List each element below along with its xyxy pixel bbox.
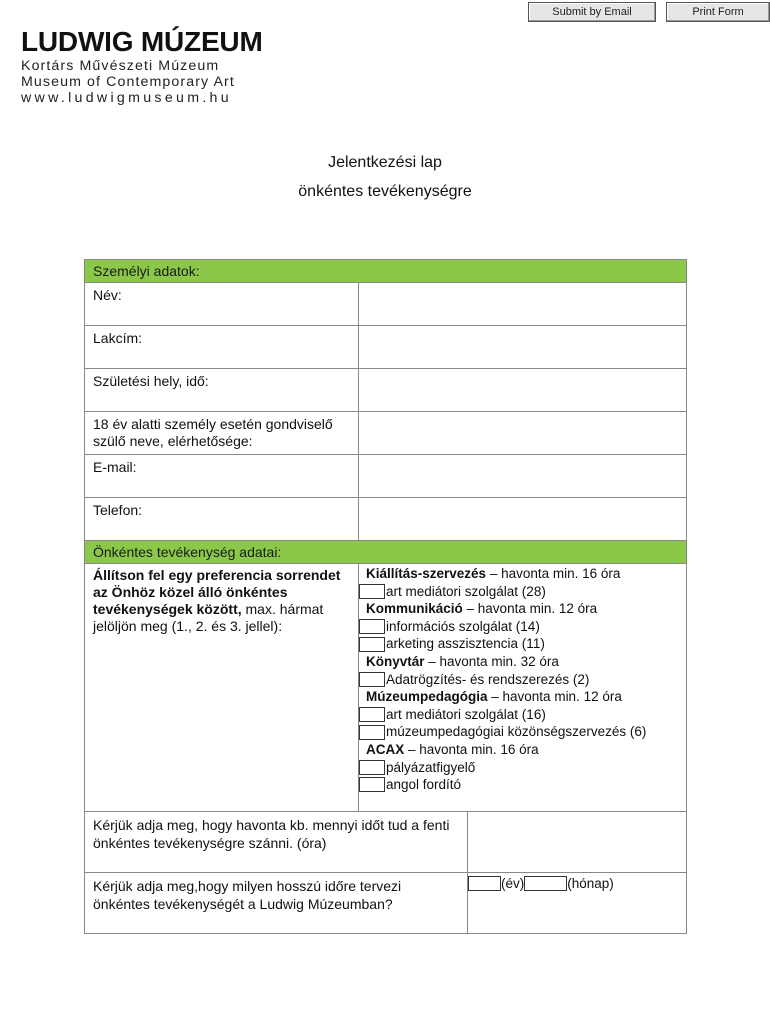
- preference-instruction: [85, 564, 359, 811]
- instruction-rest: max. hármat jelöljön meg (1., 2. és 3. jellel):: [93, 601, 324, 634]
- group-header: [359, 688, 686, 706]
- logo-name: LUDWIG MÚZEUM: [21, 26, 263, 57]
- email-label: E-mail:: [85, 455, 359, 497]
- preference-checkbox[interactable]: [359, 777, 385, 792]
- month-label: (hónap): [567, 876, 614, 891]
- option-item: [359, 759, 686, 777]
- phone-label: Telefon:: [85, 498, 359, 540]
- group-title: ACAX: [366, 741, 405, 757]
- email-field[interactable]: [359, 455, 686, 497]
- group-note: – havonta min. 12 óra: [487, 689, 622, 705]
- group-title: Könyvtár: [366, 653, 425, 669]
- group-title: Múzeumpedagógia: [366, 689, 488, 705]
- preference-checkbox[interactable]: [359, 725, 385, 740]
- year-label: (év): [501, 876, 525, 891]
- address-field[interactable]: [359, 326, 686, 368]
- preference-checkbox[interactable]: [359, 707, 385, 722]
- row-phone: [85, 498, 686, 541]
- guardian-field[interactable]: [359, 412, 686, 454]
- monthly-hours-label: Kérjük adja meg, hogy havonta kb. mennyi időt tud a fenti önkéntes tevékenységre szánni. (óra): [85, 812, 468, 872]
- address-label: Lakcím:: [85, 326, 359, 368]
- name-field[interactable]: [359, 283, 686, 325]
- option-item: [359, 776, 686, 794]
- duration-label: Kérjük adja meg,hogy milyen hosszú időre tervezi önkéntes tevékenységét a Ludwig Múzeumban?: [85, 873, 468, 933]
- name-label: Név:: [85, 283, 359, 325]
- preference-checkbox[interactable]: [359, 637, 385, 652]
- group-header: [359, 653, 686, 671]
- group-title: Kiállítás-szervezés: [366, 566, 487, 581]
- row-email: [85, 455, 686, 498]
- group-note: – havonta min. 12 óra: [462, 601, 598, 617]
- page-title: Jelentkezési lap: [328, 154, 442, 171]
- preference-options: [359, 564, 686, 811]
- instruction-bold: Állítson fel egy preferencia sorrendet az Önhöz közel álló önkéntes tevékenységek között,: [93, 567, 341, 617]
- print-form-button[interactable]: Print Form: [666, 2, 770, 22]
- option-label: angol fordító: [386, 777, 462, 793]
- option-item: [359, 706, 686, 724]
- birth-label: Születési hely, idő:: [85, 369, 359, 411]
- row-address: [85, 326, 686, 369]
- month-input[interactable]: [524, 876, 567, 891]
- section-personal-header: Személyi adatok:: [85, 260, 686, 283]
- row-preferences: [85, 564, 686, 812]
- option-item: [359, 723, 686, 741]
- option-label: art mediátori szolgálat (28): [386, 583, 546, 599]
- logo-url: www.ludwigmuseum.hu: [21, 90, 232, 106]
- preference-checkbox[interactable]: [359, 760, 385, 775]
- row-monthly-hours: [85, 812, 686, 873]
- option-label: Adatrögzítés- és rendszerezés (2): [386, 671, 590, 687]
- row-name: [85, 283, 686, 326]
- preference-checkbox[interactable]: [359, 584, 385, 599]
- row-birth: [85, 369, 686, 412]
- option-label: art mediátori szolgálat (16): [386, 706, 546, 722]
- page-subtitle: önkéntes tevékenységre: [298, 183, 472, 200]
- option-item: [359, 618, 686, 636]
- option-label: pályázatfigyelő: [386, 759, 476, 775]
- option-label: arketing asszisztencia (11): [386, 636, 545, 652]
- logo-line-en: Museum of Contemporary Art: [21, 74, 235, 90]
- phone-field[interactable]: [359, 498, 686, 540]
- option-label: információs szolgálat (14): [386, 618, 540, 634]
- option-item: [359, 671, 686, 689]
- option-label: múzeumpedagógiai közönségszervezés (6): [386, 724, 647, 740]
- group-header: [359, 600, 686, 618]
- group-note: – havonta min. 16 óra: [404, 741, 539, 757]
- duration-inputs: [468, 873, 686, 933]
- submit-by-email-button[interactable]: Submit by Email: [528, 2, 656, 22]
- row-guardian: [85, 412, 686, 455]
- group-title: Kommunikáció: [366, 601, 463, 617]
- guardian-label: 18 év alatti személy esetén gondviselő szülő neve, elérhetősége:: [85, 412, 359, 454]
- group-note: – havonta min. 16 óra: [486, 566, 621, 581]
- preference-checkbox[interactable]: [359, 672, 385, 687]
- application-form: [84, 259, 687, 934]
- preference-checkbox[interactable]: [359, 619, 385, 634]
- monthly-hours-field[interactable]: [468, 812, 686, 872]
- group-header: [359, 741, 686, 759]
- row-duration: [85, 873, 686, 934]
- option-item: [359, 635, 686, 653]
- option-item: [359, 583, 686, 601]
- birth-field[interactable]: [359, 369, 686, 411]
- group-note: – havonta min. 32 óra: [424, 653, 559, 669]
- logo-line-hu: Kortárs Művészeti Múzeum: [21, 58, 220, 74]
- year-input[interactable]: [468, 876, 501, 891]
- section-volunteer-header: Önkéntes tevékenység adatai:: [85, 541, 686, 564]
- group-header: [359, 565, 686, 583]
- museum-logo: [21, 26, 263, 107]
